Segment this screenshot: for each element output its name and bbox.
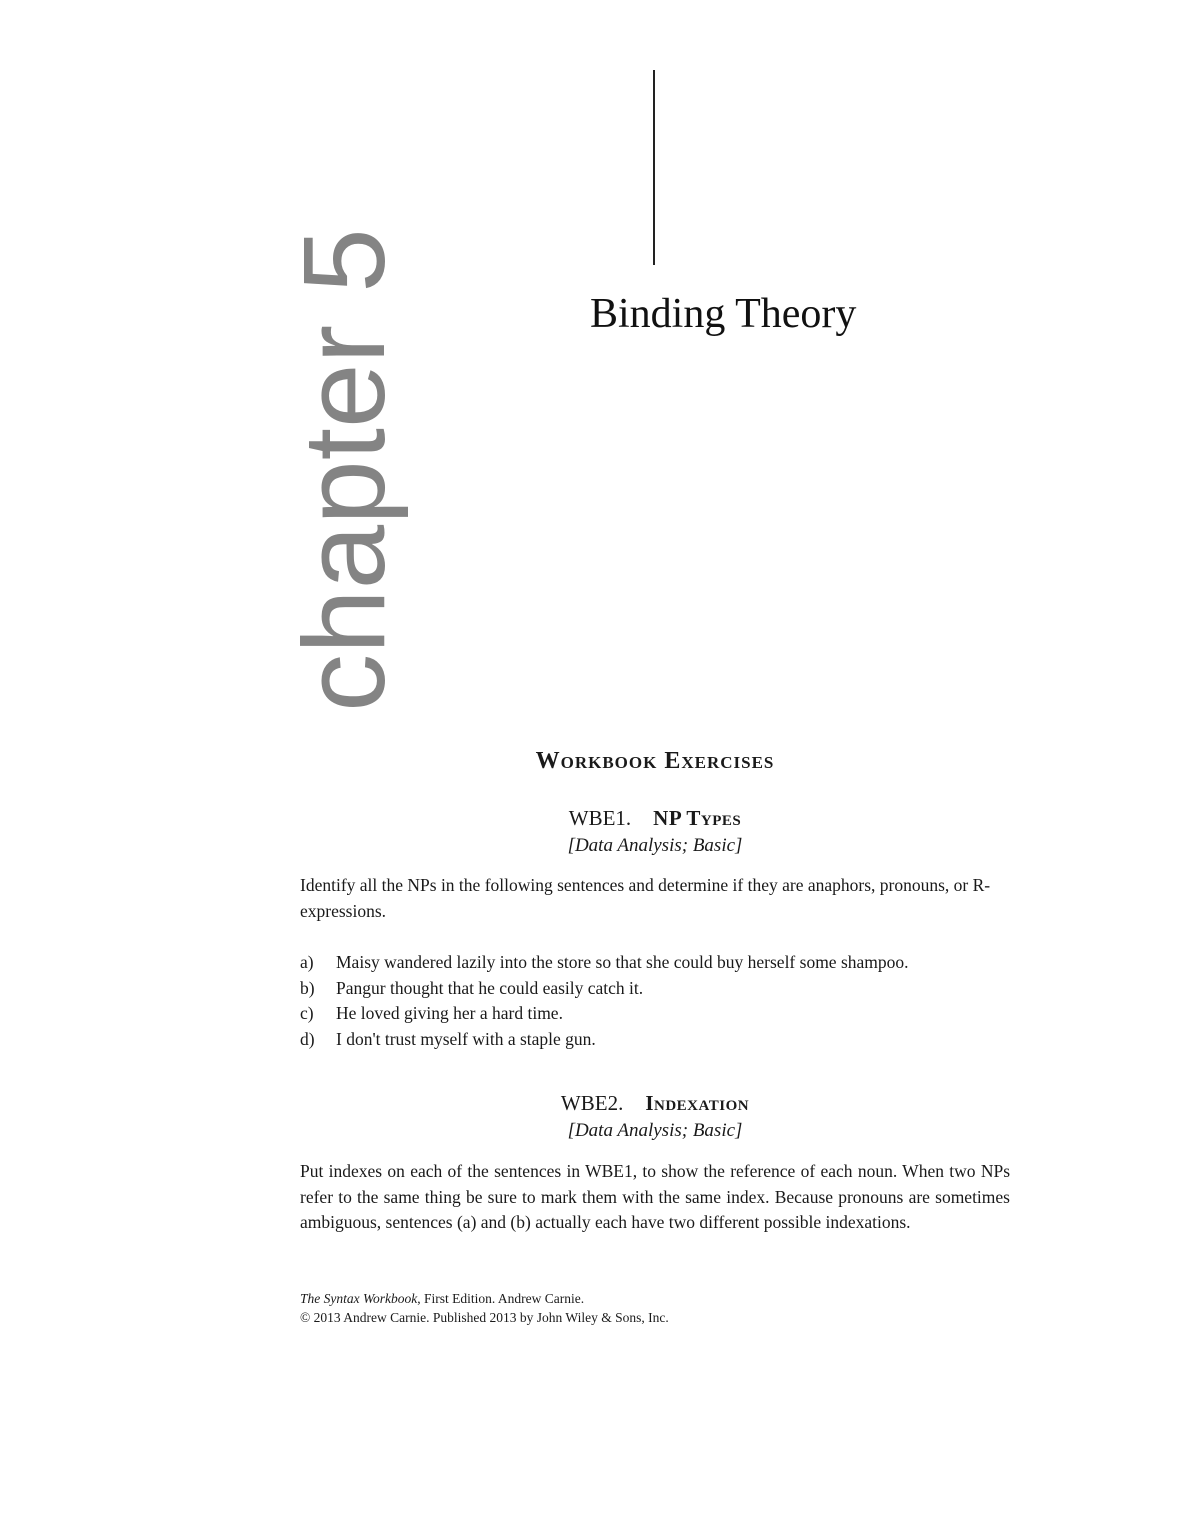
list-item	[300, 976, 1010, 1002]
list-marker: c)	[300, 1003, 314, 1023]
exercise-type-wbe1: [Data Analysis; Basic]	[567, 835, 743, 856]
footer-edition-author: , First Edition. Andrew Carnie.	[417, 1291, 585, 1306]
chapter-title: Binding Theory	[590, 291, 857, 337]
exercise-type-wbe2: [Data Analysis; Basic]	[567, 1120, 743, 1141]
exercise-heading-wbe1	[300, 806, 1010, 831]
section-heading: Workbook Exercises	[535, 748, 775, 774]
list-marker: b)	[300, 977, 315, 998]
page-footer	[300, 1289, 1010, 1327]
list-marker: a)	[300, 952, 314, 972]
example-sentence-list	[300, 950, 1010, 1052]
list-item	[300, 950, 1010, 976]
footer-copyright: © 2013 Andrew Carnie. Published 2013 by John Wiley & Sons, Inc.	[300, 1310, 669, 1325]
exercise-heading-wbe2	[300, 1091, 1010, 1116]
exercise-instructions-wbe2: Put indexes on each of the sentences in WBE1, to show the reference of each noun. When two NPs refer to the same thing be sure to mark them with the same index. Because pronouns are sometimes ambiguous, sentences (a) and (b) actually each have two different possible indexations.	[300, 1161, 1010, 1232]
list-item-text: He loved giving her a hard time.	[336, 1003, 563, 1023]
list-marker: d)	[300, 1028, 315, 1049]
exercise-id: WBE1.	[568, 806, 632, 830]
exercise-instructions-wbe1: Identify all the NPs in the following sentences and determine if they are anaphors, pronouns, or R-expressions.	[300, 875, 991, 921]
list-item	[300, 1027, 1010, 1053]
chapter-number-label: chapter 5	[279, 228, 409, 712]
exercise-name: Indexation	[645, 1091, 750, 1115]
footer-book-title: The Syntax Workbook	[300, 1291, 418, 1306]
list-item	[300, 1001, 1010, 1027]
exercise-name: NP Types	[653, 806, 742, 830]
exercise-id: WBE2.	[560, 1091, 624, 1115]
list-item-text: I don't trust myself with a staple gun.	[336, 1028, 596, 1049]
list-item-text: Maisy wandered lazily into the store so that she could buy herself some shampoo.	[336, 952, 909, 972]
chapter-vertical-rule	[653, 70, 655, 265]
list-item-text: Pangur thought that he could easily catch it.	[336, 977, 644, 998]
footer-citation	[300, 1289, 1010, 1308]
